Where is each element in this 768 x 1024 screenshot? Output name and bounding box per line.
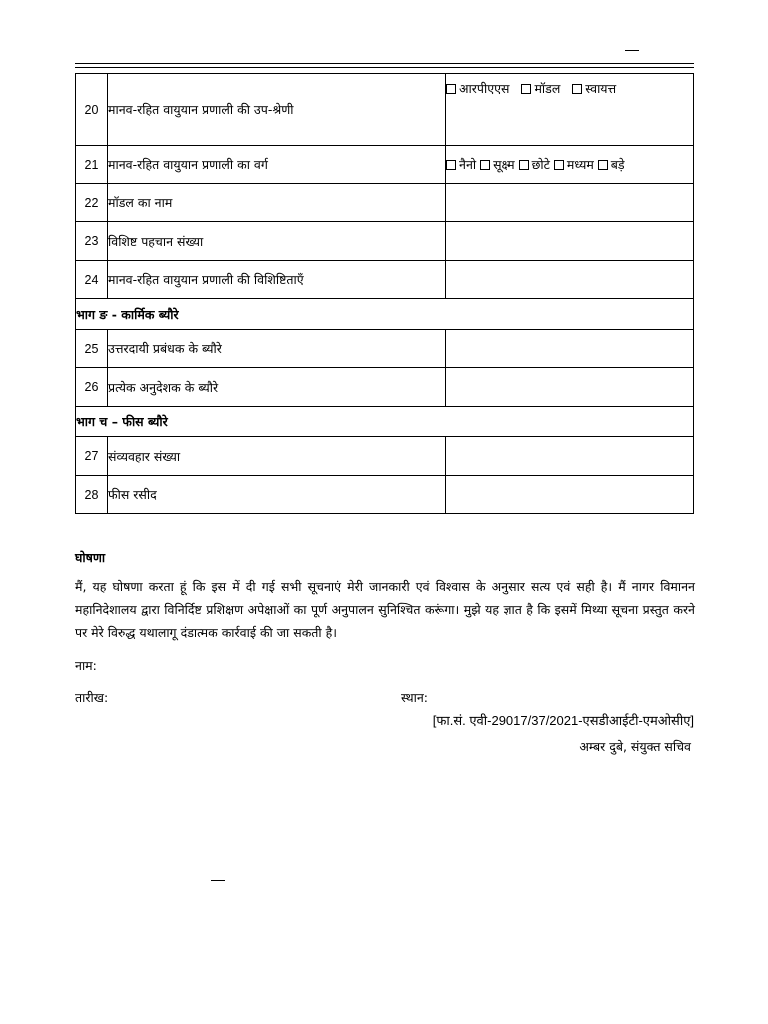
table-row [76, 368, 694, 407]
section-row [76, 299, 694, 330]
option-nano[interactable]: नैनो [446, 157, 476, 172]
checkbox-icon[interactable] [519, 160, 529, 170]
table-row [76, 184, 694, 222]
row-label: मानव-रहित वायुयान प्रणाली का वर्ग [108, 146, 446, 184]
option-micro[interactable]: सूक्ष्म [480, 157, 515, 172]
option-model[interactable]: मॉडल [521, 81, 560, 96]
table-row [76, 222, 694, 261]
table-row [76, 146, 694, 184]
row-label: मानव-रहित वायुयान प्रणाली की उप-श्रेणी [108, 74, 446, 146]
manager-details-field[interactable] [446, 330, 694, 368]
date-label: तारीख: [75, 690, 109, 705]
section-heading-fees: भाग च – फीस ब्यौरे [76, 407, 694, 437]
signatory: अम्बर दुबे, संयुक्त सचिव [579, 739, 691, 754]
row-label: मॉडल का नाम [108, 184, 446, 222]
header-rule [75, 63, 694, 64]
declaration-text: मैं, यह घोषणा करता हूं कि इस में दी गई सभी सूचनाएं मेरी जानकारी एवं विश्वास के अनुसार सत्य एवं सही है। मैं नागर विमानन महानिदेशालय द्वारा विनिर्दिष्ट प्रशिक्षण अपेक्षाओं का पूर्ण अनुपालन सुनिश्चित करूंगा। मुझे यह ज्ञात है कि इसमें मिथ्या सूचना प्रस्तुत करने पर मेरे विरुद्ध यथालागू दंडात्मक कार्रवाई की जा सकती है। [75, 579, 695, 640]
table-row [76, 74, 694, 146]
row-number: 21 [76, 146, 108, 184]
row-label: विशिष्ट पहचान संख्या [108, 222, 446, 261]
option-autonomous[interactable]: स्वायत्त [572, 81, 616, 96]
row-number: 26 [76, 368, 108, 407]
transaction-number-field[interactable] [446, 437, 694, 476]
place-label: स्थान: [401, 690, 428, 705]
table-row [76, 330, 694, 368]
option-medium[interactable]: मध्यम [554, 157, 594, 172]
row-number: 27 [76, 437, 108, 476]
checkbox-icon[interactable] [521, 84, 531, 94]
option-small[interactable]: छोटे [519, 157, 550, 172]
instructor-details-field[interactable] [446, 368, 694, 407]
section-row [76, 407, 694, 437]
row-label: प्रत्येक अनुदेशक के ब्यौरे [108, 368, 446, 407]
table-row [76, 437, 694, 476]
row-number: 22 [76, 184, 108, 222]
row-label: संव्यवहार संख्या [108, 437, 446, 476]
row-label: उत्तरदायी प्रबंधक के ब्यौरे [108, 330, 446, 368]
row-label: फीस रसीद [108, 476, 446, 514]
option-large[interactable]: बड़े [598, 157, 625, 172]
header-rule [75, 67, 694, 68]
checkbox-icon[interactable] [572, 84, 582, 94]
header-dash [625, 50, 639, 51]
checkbox-icon[interactable] [554, 160, 564, 170]
model-name-field[interactable] [446, 184, 694, 222]
specifications-field[interactable] [446, 261, 694, 299]
row-number: 24 [76, 261, 108, 299]
section-heading-personnel: भाग ङ - कार्मिक ब्यौरे [76, 299, 694, 330]
row-number: 20 [76, 74, 108, 146]
fee-receipt-field[interactable] [446, 476, 694, 514]
file-reference: [फा.सं. एवी-29017/37/2021-एसडीआईटी-एमओसीए] [432, 713, 694, 728]
application-form-table [75, 73, 694, 514]
row-number: 23 [76, 222, 108, 261]
class-options [446, 146, 694, 184]
row-number: 25 [76, 330, 108, 368]
table-row [76, 261, 694, 299]
row-label: मानव-रहित वायुयान प्रणाली की विशिष्टिताऍं [108, 261, 446, 299]
checkbox-icon[interactable] [598, 160, 608, 170]
row-number: 28 [76, 476, 108, 514]
declaration-title: घोषणा [75, 550, 106, 565]
subcategory-options [446, 74, 694, 146]
unique-id-field[interactable] [446, 222, 694, 261]
table-row [76, 476, 694, 514]
checkbox-icon[interactable] [446, 160, 456, 170]
checkbox-icon[interactable] [480, 160, 490, 170]
footer-dash [211, 880, 225, 881]
option-rpas[interactable]: आरपीएएस [446, 81, 510, 96]
name-label: नाम: [75, 658, 97, 673]
checkbox-icon[interactable] [446, 84, 456, 94]
